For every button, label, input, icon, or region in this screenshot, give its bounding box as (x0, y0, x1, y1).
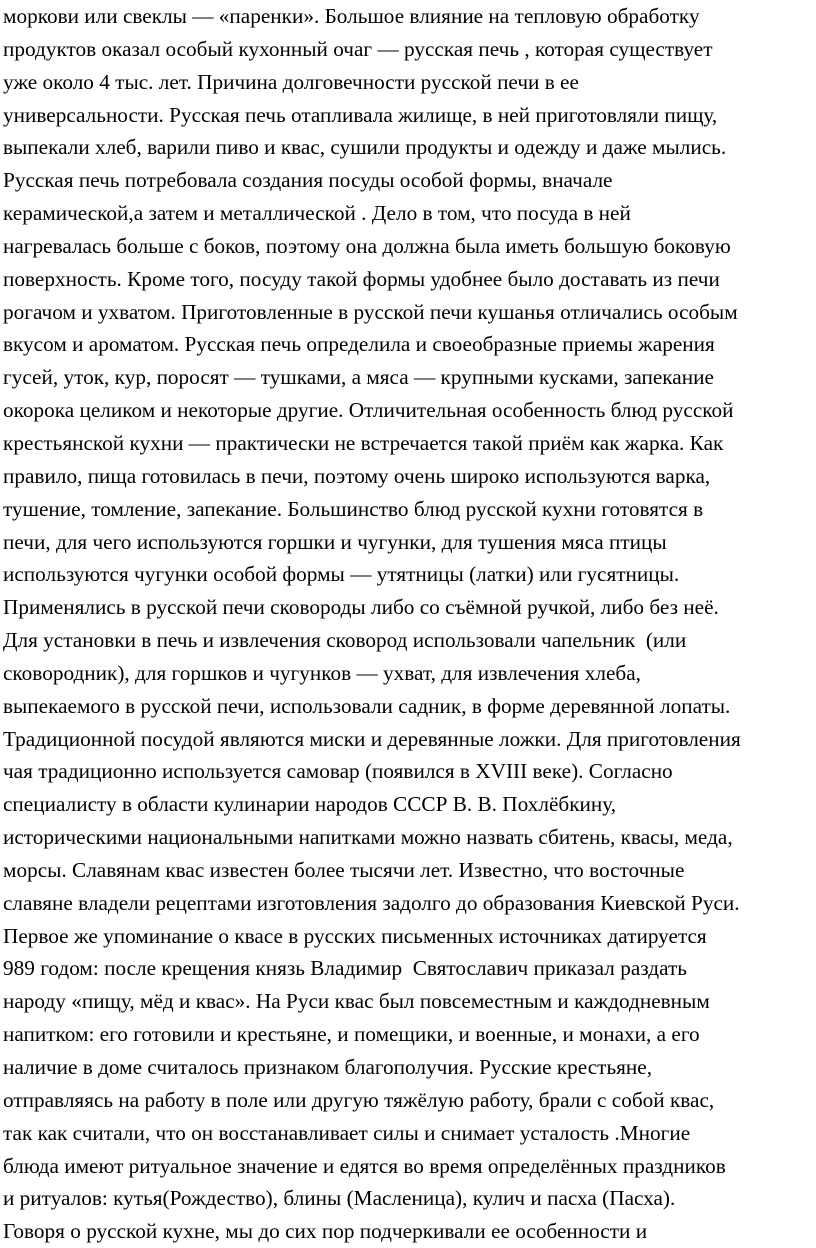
text-line: Русская печь потребовала создания посуды особой формы, вначале (3, 168, 613, 193)
text-line: выпекаемого в русской печи, использовали садник, в форме деревянной лопаты. (3, 693, 731, 718)
text-line: рогачом и ухватом. Приготовленные в русской печи кушанья отличались особым (3, 299, 738, 324)
text-line: Первое же упоминание о квасе в русских письменных источниках датируется (3, 923, 707, 948)
text-line: народу «пищу, мёд и квас». На Руси квас был повсеместным и каждодневным (3, 989, 710, 1014)
text-line: напитком: его готовили и крестьяне, и помещики, и военные, и монахи, а его (3, 1022, 700, 1047)
text-line: тушение, томление, запекание. Большинство блюд русской кухни готовятся в (3, 496, 704, 521)
text-line: так как считали, что он восстанавливает силы и снимает усталость .Многие (3, 1120, 691, 1145)
text-line: универсальности. Русская печь отапливала жилище, в ней приготовляли пищу, (3, 102, 718, 127)
text-line: правило, пища готовилась в печи, поэтому очень широко используются варка, (3, 463, 711, 488)
text-line: моркови или свеклы — «паренки». Большое влияние на тепловую обработку (3, 4, 700, 28)
text-line: сковородник), для горшков и чугунков — ухват, для извлечения хлеба, (3, 660, 641, 685)
text-line: используются чугунки особой формы — утятницы (латки) или гусятницы. (3, 562, 680, 587)
text-line: Применялись в русской печи сковороды либо со съёмной ручкой, либо без неё. (3, 595, 719, 620)
text-line: морсы. Славянам квас известен более тысячи лет. Известно, что восточные (3, 857, 685, 882)
text-line: нагревалась больше с боков, поэтому она должна была иметь большую боковую (3, 233, 731, 258)
text-line: Говоря о русской кухне, мы до сих пор подчеркивали ее особенности и (3, 1219, 648, 1244)
text-line: Традиционной посудой являются миски и деревянные ложки. Для приготовления (3, 726, 741, 751)
text-line: уже около 4 тыс. лет. Причина долговечности русской печи в ее (3, 69, 579, 94)
document-page (3, 0, 816, 1244)
text-line: поверхность. Кроме того, посуду такой формы удобнее было доставать из печи (3, 266, 720, 291)
text-line: крестьянской кухни — практически не встречается такой приём как жарка. Как (3, 430, 724, 455)
text-line: отправляясь на работу в поле или другую тяжёлую работу, брали с собой квас, (3, 1087, 715, 1112)
text-line: окорока целиком и некоторые другие. Отличительная особенность блюд русской (3, 398, 734, 423)
text-line: выпекали хлеб, варили пиво и квас, сушили продукты и одежду и даже мылись. (3, 135, 727, 160)
text-line: вкусом и ароматом. Русская печь определила и своеобразные приемы жарения (3, 332, 715, 357)
text-line: славяне владели рецептами изготовления задолго до образования Киевской Руси. (3, 890, 740, 915)
text-line: керамической,а затем и металлической . Дело в том, что посуда в ней (3, 201, 631, 226)
text-line: чая традиционно используется самовар (появился в XVIII веке). Согласно (3, 759, 673, 784)
text-line: и ритуалов: кутья(Рождество), блины (Масленица), кулич и пасха (Пасха). (3, 1186, 676, 1211)
text-line: продуктов оказал особый кухонный очаг — русская печь , которая существует (3, 36, 713, 61)
text-line: 989 годом: после крещения князь Владимир Святославич приказал раздать (3, 956, 687, 981)
text-line: Для установки в печь и извлечения сковород использовали чапельник (или (3, 628, 687, 653)
text-line: печи, для чего используются горшки и чугунки, для тушения мяса птицы (3, 529, 667, 554)
text-line: гусей, уток, кур, поросят — тушками, а мяса — крупными кусками, запекание (3, 365, 714, 390)
text-line: наличие в доме считалось признаком благополучия. Русские крестьяне, (3, 1055, 653, 1079)
text-line: историческими национальными напитками можно назвать сбитень, квасы, меда, (3, 825, 733, 850)
text-line: блюда имеют ритуальное значение и едятся во время определённых праздников (3, 1153, 726, 1178)
text-line: специалисту в области кулинарии народов СССР В. В. Похлёбкину, (3, 792, 617, 817)
